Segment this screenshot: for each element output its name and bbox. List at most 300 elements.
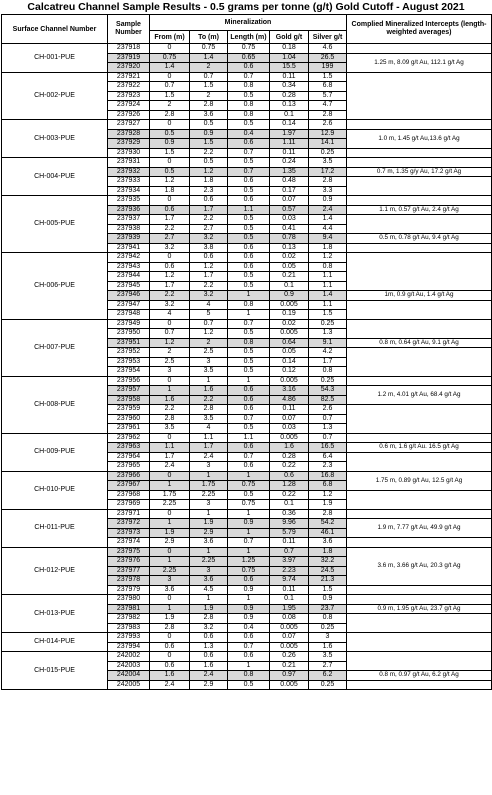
to-value: 2.5 xyxy=(190,348,228,358)
silver-value: 23.7 xyxy=(309,604,347,614)
length-value: 0.5 xyxy=(228,91,270,101)
to-value: 4 xyxy=(190,300,228,310)
length-value: 1 xyxy=(228,528,270,538)
to-value: 2.8 xyxy=(190,405,228,415)
sample-number: 237945 xyxy=(108,281,150,291)
sample-number: 237978 xyxy=(108,576,150,586)
silver-value: 0.25 xyxy=(309,319,347,329)
from-value: 2.2 xyxy=(150,291,190,301)
page-title: Calcatreu Channel Sample Results - 0.5 grams per tonne (g/t) Gold Cutoff - August 2021 xyxy=(27,1,465,13)
table-row xyxy=(2,433,492,443)
length-value: 0.7 xyxy=(228,414,270,424)
sample-number: 237951 xyxy=(108,338,150,348)
from-value: 3.6 xyxy=(150,585,190,595)
to-value: 1.7 xyxy=(190,443,228,453)
length-value: 0.7 xyxy=(228,72,270,82)
from-value: 3 xyxy=(150,576,190,586)
to-value: 2 xyxy=(190,338,228,348)
to-value: 1 xyxy=(190,595,228,605)
length-value: 0.6 xyxy=(228,63,270,73)
from-value: 0.9 xyxy=(150,139,190,149)
from-value: 4 xyxy=(150,310,190,320)
silver-value: 199 xyxy=(309,63,347,73)
to-value: 2.2 xyxy=(190,148,228,158)
sample-number: 237958 xyxy=(108,395,150,405)
from-value: 2.4 xyxy=(150,462,190,472)
header-gold: Gold g/t xyxy=(270,31,309,44)
to-value: 2.2 xyxy=(190,281,228,291)
from-value: 3.5 xyxy=(150,424,190,434)
sample-number: 237979 xyxy=(108,585,150,595)
length-value: 0.75 xyxy=(228,500,270,510)
silver-value: 1.3 xyxy=(309,329,347,339)
silver-value: 3.5 xyxy=(309,158,347,168)
intercept-summary: 0.9 m, 1.95 g/t Au, 23.7 g/t Ag xyxy=(347,604,492,614)
intercept-summary xyxy=(347,652,492,671)
intercept-summary xyxy=(347,490,492,509)
silver-value: 0.8 xyxy=(309,262,347,272)
silver-value: 26.5 xyxy=(309,53,347,63)
from-value: 0 xyxy=(150,376,190,386)
channel-name: CH-012-PUE xyxy=(2,547,108,595)
to-value: 0.5 xyxy=(190,158,228,168)
intercept-summary xyxy=(347,538,492,548)
gold-value: 0.05 xyxy=(270,348,309,358)
silver-value: 4.7 xyxy=(309,101,347,111)
length-value: 0.4 xyxy=(228,623,270,633)
from-value: 0.6 xyxy=(150,642,190,652)
gold-value: 5.79 xyxy=(270,528,309,538)
to-value: 2.9 xyxy=(190,680,228,690)
sample-number: 237981 xyxy=(108,604,150,614)
gold-value: 0.005 xyxy=(270,623,309,633)
silver-value: 3.6 xyxy=(309,538,347,548)
gold-value: 0.14 xyxy=(270,120,309,130)
gold-value: 9.96 xyxy=(270,519,309,529)
length-value: 0.5 xyxy=(228,186,270,196)
channel-name: CH-002-PUE xyxy=(2,72,108,120)
gold-value: 0.6 xyxy=(270,471,309,481)
to-value: 0.6 xyxy=(190,652,228,662)
to-value: 2.8 xyxy=(190,614,228,624)
from-value: 2.7 xyxy=(150,234,190,244)
to-value: 0.5 xyxy=(190,120,228,130)
silver-value: 0.8 xyxy=(309,367,347,377)
silver-value: 12.9 xyxy=(309,129,347,139)
gold-value: 0.11 xyxy=(270,148,309,158)
length-value: 0.6 xyxy=(228,443,270,453)
intercept-summary: 1.9 m, 7.77 g/t Au, 49.9 g/t Ag xyxy=(347,519,492,538)
from-value: 2.8 xyxy=(150,414,190,424)
sample-number: 237993 xyxy=(108,633,150,643)
sample-number: 237926 xyxy=(108,110,150,120)
silver-value: 1.7 xyxy=(309,357,347,367)
silver-value: 24.5 xyxy=(309,566,347,576)
table-row xyxy=(2,158,492,168)
length-value: 0.7 xyxy=(228,319,270,329)
gold-value: 0.36 xyxy=(270,509,309,519)
silver-value: 21.3 xyxy=(309,576,347,586)
from-value: 0 xyxy=(150,595,190,605)
gold-value: 0.18 xyxy=(270,44,309,54)
sample-number: 237972 xyxy=(108,519,150,529)
gold-value: 0.11 xyxy=(270,538,309,548)
to-value: 1 xyxy=(190,376,228,386)
length-value: 1 xyxy=(228,291,270,301)
silver-value: 6.8 xyxy=(309,481,347,491)
silver-value: 4.6 xyxy=(309,44,347,54)
gold-value: 0.02 xyxy=(270,319,309,329)
from-value: 1 xyxy=(150,386,190,396)
sample-number: 237980 xyxy=(108,595,150,605)
from-value: 0 xyxy=(150,652,190,662)
silver-value: 54.2 xyxy=(309,519,347,529)
silver-value: 1.5 xyxy=(309,585,347,595)
length-value: 0.5 xyxy=(228,424,270,434)
silver-value: 4.4 xyxy=(309,224,347,234)
intercept-summary: 1.25 m, 8.09 g/t Au, 112.1 g/t Ag xyxy=(347,53,492,72)
to-value: 0.6 xyxy=(190,196,228,206)
sample-number: 237975 xyxy=(108,547,150,557)
silver-value: 82.5 xyxy=(309,395,347,405)
gold-value: 0.22 xyxy=(270,462,309,472)
gold-value: 0.64 xyxy=(270,338,309,348)
from-value: 1.2 xyxy=(150,177,190,187)
silver-value: 0.9 xyxy=(309,595,347,605)
gold-value: 1.95 xyxy=(270,604,309,614)
to-value: 1.75 xyxy=(190,481,228,491)
to-value: 2.25 xyxy=(190,557,228,567)
gold-value: 0.05 xyxy=(270,262,309,272)
from-value: 1.5 xyxy=(150,148,190,158)
gold-value: 0.1 xyxy=(270,500,309,510)
to-value: 2 xyxy=(190,63,228,73)
length-value: 0.9 xyxy=(228,585,270,595)
length-value: 1 xyxy=(228,509,270,519)
from-value: 0.75 xyxy=(150,53,190,63)
to-value: 5 xyxy=(190,310,228,320)
length-value: 0.6 xyxy=(228,177,270,187)
table-row xyxy=(2,44,492,54)
silver-value: 2.8 xyxy=(309,110,347,120)
sample-number: 237949 xyxy=(108,319,150,329)
silver-value: 2.4 xyxy=(309,205,347,215)
length-value: 0.9 xyxy=(228,519,270,529)
silver-value: 1.1 xyxy=(309,272,347,282)
from-value: 0.7 xyxy=(150,329,190,339)
gold-value: 1.04 xyxy=(270,53,309,63)
silver-value: 16.5 xyxy=(309,443,347,453)
silver-value: 2.7 xyxy=(309,661,347,671)
length-value: 0.5 xyxy=(228,158,270,168)
gold-value: 0.03 xyxy=(270,424,309,434)
length-value: 1.1 xyxy=(228,205,270,215)
silver-value: 2.6 xyxy=(309,120,347,130)
length-value: 0.5 xyxy=(228,224,270,234)
to-value: 2.3 xyxy=(190,186,228,196)
results-table xyxy=(1,14,492,690)
intercept-summary xyxy=(347,509,492,519)
sample-number: 237943 xyxy=(108,262,150,272)
sample-number: 237961 xyxy=(108,424,150,434)
channel-name: CH-009-PUE xyxy=(2,433,108,471)
gold-value: 0.13 xyxy=(270,243,309,253)
sample-number: 237976 xyxy=(108,557,150,567)
table-row xyxy=(2,120,492,130)
intercept-summary xyxy=(347,72,492,120)
channel-name: CH-006-PUE xyxy=(2,253,108,320)
to-value: 1.9 xyxy=(190,604,228,614)
sample-number: 237953 xyxy=(108,357,150,367)
gold-value: 0.22 xyxy=(270,490,309,500)
intercept-summary xyxy=(347,585,492,595)
silver-value: 1.6 xyxy=(309,642,347,652)
length-value: 1.1 xyxy=(228,433,270,443)
silver-value: 16.8 xyxy=(309,471,347,481)
gold-value: 0.21 xyxy=(270,272,309,282)
sample-number: 237922 xyxy=(108,82,150,92)
channel-name: CH-007-PUE xyxy=(2,319,108,376)
silver-value: 1.2 xyxy=(309,490,347,500)
to-value: 2.2 xyxy=(190,215,228,225)
sample-number: 237942 xyxy=(108,253,150,263)
table-row xyxy=(2,652,492,662)
from-value: 2.9 xyxy=(150,538,190,548)
silver-value: 2.8 xyxy=(309,509,347,519)
to-value: 1 xyxy=(190,547,228,557)
table-row xyxy=(2,72,492,82)
silver-value: 0.25 xyxy=(309,680,347,690)
sample-number: 237930 xyxy=(108,148,150,158)
gold-value: 1.97 xyxy=(270,129,309,139)
sample-number: 237956 xyxy=(108,376,150,386)
header-length: Length (m) xyxy=(228,31,270,44)
length-value: 1 xyxy=(228,471,270,481)
from-value: 1.75 xyxy=(150,490,190,500)
silver-value: 9.4 xyxy=(309,234,347,244)
to-value: 0.6 xyxy=(190,253,228,263)
silver-value: 1.8 xyxy=(309,547,347,557)
intercept-summary xyxy=(347,614,492,633)
to-value: 1.3 xyxy=(190,642,228,652)
intercept-summary: 3.6 m, 3.66 g/t Au, 20.3 g/t Ag xyxy=(347,547,492,585)
header-mineralization: Mineralization xyxy=(150,15,347,31)
intercept-summary xyxy=(347,120,492,130)
length-value: 0.6 xyxy=(228,139,270,149)
from-value: 1 xyxy=(150,481,190,491)
from-value: 0.6 xyxy=(150,661,190,671)
sample-number: 237968 xyxy=(108,490,150,500)
gold-value: 0.005 xyxy=(270,680,309,690)
to-value: 1.4 xyxy=(190,53,228,63)
sample-number: 237938 xyxy=(108,224,150,234)
from-value: 2.2 xyxy=(150,224,190,234)
header-intercepts: Complied Mineralized Intercepts (length-weighted averages) xyxy=(347,15,492,44)
to-value: 2.2 xyxy=(190,395,228,405)
sample-number: 237933 xyxy=(108,177,150,187)
sample-number: 237920 xyxy=(108,63,150,73)
sample-number: 237928 xyxy=(108,129,150,139)
sample-number: 237965 xyxy=(108,462,150,472)
silver-value: 1.1 xyxy=(309,300,347,310)
gold-value: 0.1 xyxy=(270,110,309,120)
length-value: 0.5 xyxy=(228,215,270,225)
gold-value: 9.74 xyxy=(270,576,309,586)
length-value: 1 xyxy=(228,595,270,605)
from-value: 0 xyxy=(150,253,190,263)
length-value: 1 xyxy=(228,547,270,557)
from-value: 2.25 xyxy=(150,500,190,510)
from-value: 1.6 xyxy=(150,671,190,681)
sample-number: 242005 xyxy=(108,680,150,690)
table-row xyxy=(2,196,492,206)
to-value: 1.8 xyxy=(190,177,228,187)
gold-value: 0.07 xyxy=(270,633,309,643)
sample-number: 237946 xyxy=(108,291,150,301)
intercept-summary xyxy=(347,253,492,291)
to-value: 4.5 xyxy=(190,585,228,595)
from-value: 1.7 xyxy=(150,281,190,291)
sample-number: 242004 xyxy=(108,671,150,681)
intercept-summary: 1.0 m, 1.45 g/t Au,13.6 g/t Ag xyxy=(347,129,492,148)
table-row xyxy=(2,253,492,263)
sample-number: 237947 xyxy=(108,300,150,310)
sample-number: 237934 xyxy=(108,186,150,196)
from-value: 3.2 xyxy=(150,243,190,253)
length-value: 0.75 xyxy=(228,44,270,54)
gold-value: 0.005 xyxy=(270,642,309,652)
length-value: 0.7 xyxy=(228,148,270,158)
gold-value: 0.1 xyxy=(270,281,309,291)
sample-number: 237960 xyxy=(108,414,150,424)
gold-value: 0.41 xyxy=(270,224,309,234)
from-value: 0 xyxy=(150,196,190,206)
to-value: 3.2 xyxy=(190,234,228,244)
to-value: 3.5 xyxy=(190,414,228,424)
silver-value: 1.5 xyxy=(309,72,347,82)
header-surface-channel: Surface Channel Number xyxy=(2,15,108,44)
sample-number: 237924 xyxy=(108,101,150,111)
silver-value: 14.1 xyxy=(309,139,347,149)
sample-number: 237969 xyxy=(108,500,150,510)
to-value: 1 xyxy=(190,471,228,481)
table-row xyxy=(2,471,492,481)
from-value: 1.7 xyxy=(150,215,190,225)
from-value: 1.6 xyxy=(150,395,190,405)
to-value: 2.9 xyxy=(190,528,228,538)
gold-value: 0.21 xyxy=(270,661,309,671)
length-value: 0.6 xyxy=(228,196,270,206)
from-value: 2.8 xyxy=(150,623,190,633)
intercept-summary xyxy=(347,196,492,206)
length-value: 1.25 xyxy=(228,557,270,567)
gold-value: 0.12 xyxy=(270,367,309,377)
gold-value: 0.1 xyxy=(270,595,309,605)
sample-number: 237944 xyxy=(108,272,150,282)
table-row xyxy=(2,319,492,329)
gold-value: 0.07 xyxy=(270,196,309,206)
from-value: 0.5 xyxy=(150,167,190,177)
table-row xyxy=(2,509,492,519)
from-value: 2.4 xyxy=(150,680,190,690)
from-value: 0 xyxy=(150,547,190,557)
silver-value: 3.3 xyxy=(309,186,347,196)
sample-number: 237973 xyxy=(108,528,150,538)
channel-name: CH-015-PUE xyxy=(2,652,108,690)
to-value: 1.9 xyxy=(190,519,228,529)
to-value: 2.4 xyxy=(190,452,228,462)
gold-value: 0.78 xyxy=(270,234,309,244)
gold-value: 1.28 xyxy=(270,481,309,491)
to-value: 2.8 xyxy=(190,101,228,111)
sample-number: 237964 xyxy=(108,452,150,462)
gold-value: 0.13 xyxy=(270,101,309,111)
from-value: 0.6 xyxy=(150,205,190,215)
silver-value: 0.8 xyxy=(309,614,347,624)
gold-value: 1.11 xyxy=(270,139,309,149)
gold-value: 0.28 xyxy=(270,91,309,101)
length-value: 1 xyxy=(228,376,270,386)
silver-value: 54.3 xyxy=(309,386,347,396)
length-value: 0.6 xyxy=(228,652,270,662)
from-value: 0.5 xyxy=(150,129,190,139)
channel-name: CH-013-PUE xyxy=(2,595,108,633)
sample-number: 237929 xyxy=(108,139,150,149)
to-value: 0.7 xyxy=(190,319,228,329)
from-value: 0 xyxy=(150,120,190,130)
sample-number: 237957 xyxy=(108,386,150,396)
from-value: 1.7 xyxy=(150,452,190,462)
silver-value: 1.4 xyxy=(309,215,347,225)
intercept-summary: 0.7 m, 1.35 g/y Au, 17.2 g/t Ag xyxy=(347,167,492,177)
intercept-summary xyxy=(347,243,492,253)
silver-value: 1.2 xyxy=(309,253,347,263)
sample-number: 237974 xyxy=(108,538,150,548)
to-value: 2.25 xyxy=(190,490,228,500)
sample-number: 237954 xyxy=(108,367,150,377)
sample-number: 237982 xyxy=(108,614,150,624)
from-value: 0 xyxy=(150,319,190,329)
channel-name: CH-008-PUE xyxy=(2,376,108,433)
from-value: 0 xyxy=(150,44,190,54)
silver-value: 0.25 xyxy=(309,623,347,633)
gold-value: 3.16 xyxy=(270,386,309,396)
gold-value: 0.11 xyxy=(270,405,309,415)
gold-value: 2.23 xyxy=(270,566,309,576)
table-row xyxy=(2,376,492,386)
length-value: 0.6 xyxy=(228,262,270,272)
to-value: 4 xyxy=(190,424,228,434)
length-value: 0.7 xyxy=(228,452,270,462)
from-value: 2.2 xyxy=(150,405,190,415)
gold-value: 0.08 xyxy=(270,614,309,624)
silver-value: 6.8 xyxy=(309,82,347,92)
silver-value: 32.2 xyxy=(309,557,347,567)
length-value: 0.9 xyxy=(228,614,270,624)
to-value: 1.2 xyxy=(190,167,228,177)
intercept-summary: 0.6 m, 1.6 g/t Au. 16.5 g/t Ag xyxy=(347,443,492,453)
length-value: 0.6 xyxy=(228,462,270,472)
channel-name: CH-001-PUE xyxy=(2,44,108,73)
header-from: From (m) xyxy=(150,31,190,44)
length-value: 0.5 xyxy=(228,357,270,367)
silver-value: 1.5 xyxy=(309,310,347,320)
gold-value: 4.86 xyxy=(270,395,309,405)
from-value: 2.5 xyxy=(150,357,190,367)
to-value: 1.7 xyxy=(190,205,228,215)
gold-value: 0.57 xyxy=(270,205,309,215)
length-value: 0.65 xyxy=(228,53,270,63)
